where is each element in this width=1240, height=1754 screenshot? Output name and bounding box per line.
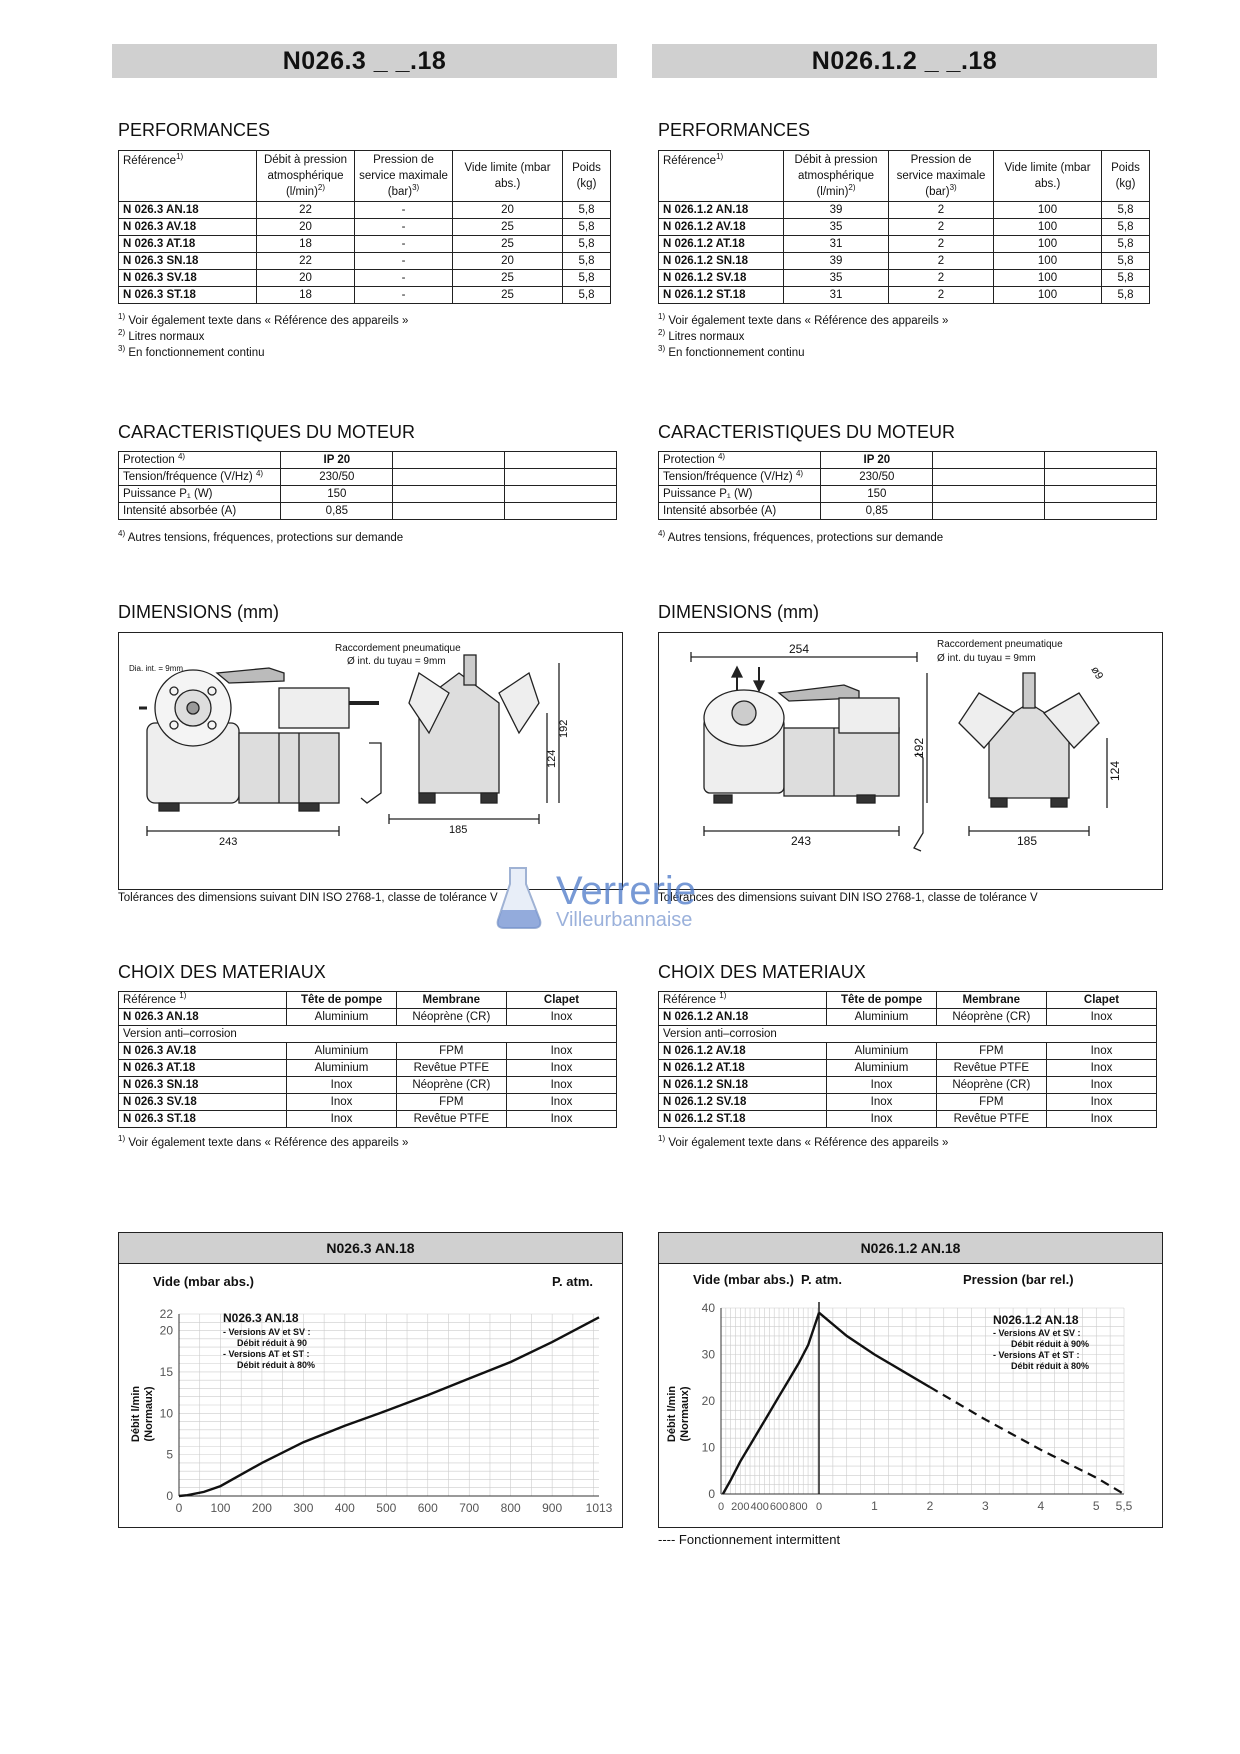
table-row: N 026.1.2 SV.18 35 2 100 5,8 — [659, 270, 1150, 287]
col-reference: Référence $^{1)}$ — [659, 992, 827, 1009]
x-tick-label: 0 — [717, 1501, 725, 1513]
label-connection: Raccordement pneumatique — [335, 643, 461, 654]
x-axis-label-right: Pression (bar rel.) — [963, 1272, 1074, 1287]
y-tick-label: 15 — [159, 1364, 173, 1379]
col-debit: Débit à pression atmosphérique $(l/\min)^{2)}$ — [257, 151, 355, 202]
table-row: Puissance P₁ (W) 150 — [659, 486, 1157, 503]
legend-title: N026.1.2 AN.18 — [993, 1313, 1079, 1327]
col-poids: Poids (kg) — [563, 151, 611, 202]
y-tick-label: 10 — [701, 1440, 715, 1455]
legend-line: Débit réduit à 80% — [1011, 1361, 1090, 1371]
label-hose: Ø int. du tuyau = 9mm — [347, 656, 446, 667]
table-row: N 026.3 AN.18 22 - 20 5,8 — [119, 202, 611, 219]
x-tick-label: 600 — [769, 1501, 789, 1513]
x-tick-label: 400 — [334, 1501, 355, 1515]
table-row: Tension/fréquence (V/Hz) $^{4)}$ 230/50 — [119, 469, 617, 486]
table-row: N 026.1.2 SV.18 Inox FPM Inox — [659, 1094, 1157, 1111]
y-axis-label: Débit l/min(Normaux) — [130, 1385, 155, 1443]
label-hose: Ø int. du tuyau = 9mm — [937, 653, 1036, 664]
motor-table — [118, 451, 617, 520]
col-vide: Vide limite (mbar abs.) — [994, 151, 1102, 202]
col-reference: Référence $^{1)}$ — [119, 992, 287, 1009]
motor-title: CARACTERISTIQUES DU MOTEUR — [118, 422, 416, 442]
x-tick-label: 0 — [815, 1501, 823, 1513]
table-row: N 026.1.2 ST.18 Inox Revêtue PTFE Inox — [659, 1111, 1157, 1128]
x-tick-label: 3 — [982, 1499, 989, 1513]
table-row: N 026.1.2 AV.18 35 2 100 5,8 — [659, 219, 1150, 236]
x-tick-label: 400 — [750, 1501, 769, 1513]
table-row-section: Version anti–corrosion — [119, 1026, 617, 1043]
col-debit: Débit à pression atmosphérique $(l/\min)^{2)}$ — [784, 151, 889, 202]
model-header: N026.1.2 _ _.18 — [652, 44, 1157, 78]
y-tick-label: 30 — [701, 1347, 715, 1362]
chart-title: N026.1.2 AN.18 — [659, 1233, 1162, 1264]
dim-192: 192 — [912, 737, 926, 758]
dim-192: 192 — [558, 719, 570, 738]
motor-note: $^{4)}$ Autres tensions, fréquences, protections sur demande — [118, 529, 404, 544]
table-row: Intensité absorbée (A) 0,85 — [659, 503, 1157, 520]
intermittent-note: ---- Fonctionnement intermittent — [658, 1532, 841, 1547]
table-row: N 026.1.2 SN.18 39 2 100 5,8 — [659, 253, 1150, 270]
x-tick-label: 1 — [871, 1499, 878, 1513]
performances-title: PERFORMANCES — [658, 120, 811, 140]
dim-254: 254 — [789, 642, 810, 656]
chart-left — [118, 1232, 623, 1528]
col-reference: Référence$^{1)}$ — [659, 151, 784, 202]
motor-title: CARACTERISTIQUES DU MOTEUR — [658, 422, 956, 442]
label-connection: Raccordement pneumatique — [937, 639, 1063, 650]
y-tick-label: 22 — [159, 1307, 173, 1321]
dim-243: 243 — [791, 834, 812, 848]
x-tick-label: 100 — [210, 1501, 231, 1515]
y-tick-label: 40 — [701, 1301, 715, 1315]
table-row: N 026.1.2 AT.18 31 2 100 5,8 — [659, 236, 1150, 253]
tolerance-note: Tolérances des dimensions suivant DIN ISO 2768-1, classe de tolérance V — [118, 892, 498, 904]
dim-9: ø9 — [1088, 664, 1106, 682]
x-tick-label: 500 — [376, 1501, 397, 1515]
table-row: N 026.3 SV.18 20 - 25 5,8 — [119, 270, 611, 287]
y-axis-label: Débit l/min(Normaux) — [666, 1385, 691, 1443]
performances-title: PERFORMANCES — [118, 120, 271, 140]
table-row: N 026.3 AT.18 18 - 25 5,8 — [119, 236, 611, 253]
watermark-logo — [496, 862, 746, 932]
col-clapet: Clapet — [1046, 992, 1156, 1009]
performances-table — [118, 150, 611, 304]
table-row: N 026.3 ST.18 Inox Revêtue PTFE Inox — [119, 1111, 617, 1128]
materials-note: $^{1)}$ Voir également texte dans « Référence des appareils » — [118, 1134, 409, 1149]
table-row: N 026.1.2 SN.18 Inox Néoprène (CR) Inox — [659, 1077, 1157, 1094]
performances-notes: $^{1)}$ Voir également texte dans « Référence des appareils » $^{2)}$ Litres normaux $^{3)}$ En fonctionnement continu — [118, 312, 409, 359]
table-row: Tension/fréquence (V/Hz) $^{4)}$ 230/50 — [659, 469, 1157, 486]
x-axis-label-right: P. atm. — [552, 1274, 593, 1289]
y-tick-label: 0 — [166, 1489, 173, 1503]
watermark-title: Verrerie — [556, 869, 697, 913]
legend-line: - Versions AV et SV : — [993, 1328, 1081, 1338]
table-row: N 026.3 AT.18 Aluminium Revêtue PTFE Inox — [119, 1060, 617, 1077]
dimensions-title: DIMENSIONS (mm) — [118, 602, 279, 622]
x-tick-label: 300 — [293, 1501, 314, 1515]
legend-line: Débit réduit à 90 — [237, 1338, 308, 1348]
table-row: N 026.1.2 AV.18 Aluminium FPM Inox — [659, 1043, 1157, 1060]
table-row: N 026.1.2 AN.18 39 2 100 5,8 — [659, 202, 1150, 219]
col-tete: Tête de pompe — [827, 992, 936, 1009]
table-row: Protection $^{4)}$ IP 20 — [659, 452, 1157, 469]
col-pression: Pression de service maximale (bar)$^{3)}$ — [355, 151, 453, 202]
tolerance-note: Tolérances des dimensions suivant DIN ISO 2768-1, classe de tolérance V — [658, 892, 1038, 904]
materials-title: CHOIX DES MATERIAUX — [118, 962, 326, 982]
x-tick-label: 1013 — [585, 1501, 613, 1515]
x-tick-label: 200 — [251, 1501, 272, 1515]
col-membrane: Membrane — [936, 992, 1046, 1009]
legend-line: - Versions AT et ST : — [223, 1349, 310, 1359]
label-dia: Dia. int. = 9mm — [129, 664, 184, 673]
table-row: Intensité absorbée (A) 0,85 — [119, 503, 617, 520]
table-row: N 026.3 AV.18 20 - 25 5,8 — [119, 219, 611, 236]
table-row: N 026.1.2 AN.18 Aluminium Néoprène (CR) Inox — [659, 1009, 1157, 1026]
materials-table — [658, 991, 1157, 1128]
table-row: N 026.3 ST.18 18 - 25 5,8 — [119, 287, 611, 304]
motor-table — [658, 451, 1157, 520]
y-tick-label: 20 — [159, 1323, 173, 1338]
dim-185: 185 — [449, 824, 468, 836]
x-tick-label: 900 — [542, 1501, 563, 1515]
x-tick-label: 700 — [459, 1501, 480, 1515]
x-tick-label: 4 — [1037, 1499, 1045, 1513]
y-tick-label: 5 — [166, 1447, 173, 1462]
col-poids: Poids (kg) — [1102, 151, 1150, 202]
y-tick-label: 10 — [159, 1406, 173, 1421]
dim-124: 124 — [1108, 760, 1122, 781]
x-tick-label: 800 — [500, 1501, 521, 1515]
table-row: Puissance P₁ (W) 150 — [119, 486, 617, 503]
dimension-drawing — [118, 632, 623, 890]
col-vide: Vide limite (mbar abs.) — [453, 151, 563, 202]
model-header: N026.3 _ _.18 — [112, 44, 617, 78]
x-axis-label: Vide (mbar abs.) — [153, 1274, 254, 1289]
table-row: N 026.3 SN.18 Inox Néoprène (CR) Inox — [119, 1077, 617, 1094]
pump-drawing — [659, 633, 1162, 889]
x-tick-label: 5 — [1092, 1499, 1100, 1513]
col-pression: Pression de service maximale (bar)$^{3)}$ — [889, 151, 994, 202]
chart-title: N026.3 AN.18 — [119, 1233, 622, 1264]
table-row: N 026.1.2 ST.18 31 2 100 5,8 — [659, 287, 1150, 304]
materials-title: CHOIX DES MATERIAUX — [658, 962, 866, 982]
motor-note: $^{4)}$ Autres tensions, fréquences, protections sur demande — [658, 529, 944, 544]
x-axis-label: Vide (mbar abs.) — [693, 1272, 794, 1287]
col-tete: Tête de pompe — [287, 992, 396, 1009]
materials-table — [118, 991, 617, 1128]
y-tick-label: 20 — [701, 1394, 715, 1408]
chart-right — [658, 1232, 1163, 1528]
col-clapet: Clapet — [506, 992, 616, 1009]
x-tick-label: 200 — [731, 1501, 750, 1513]
legend-line: Débit réduit à 90% — [1011, 1339, 1090, 1349]
col-membrane: Membrane — [396, 992, 506, 1009]
table-row: N 026.3 AV.18 Aluminium FPM Inox — [119, 1043, 617, 1060]
watermark-subtitle: Villeurbannaise — [556, 909, 693, 931]
performances-table — [658, 150, 1150, 304]
materials-note: $^{1)}$ Voir également texte dans « Référence des appareils » — [658, 1134, 949, 1149]
x-axis-label-mid: P. atm. — [801, 1272, 842, 1287]
x-tick-label: 2 — [926, 1499, 934, 1513]
table-row-section: Version anti–corrosion — [659, 1026, 1157, 1043]
dim-185: 185 — [1017, 834, 1038, 848]
table-row: N 026.3 SN.18 22 - 20 5,8 — [119, 253, 611, 270]
chart-right-svg — [659, 1264, 1162, 1527]
legend-line: - Versions AV et SV : — [223, 1327, 311, 1337]
dim-243: 243 — [219, 836, 238, 848]
legend-title: N026.3 AN.18 — [223, 1311, 299, 1325]
pump-drawing — [119, 633, 622, 889]
x-tick-label: 800 — [789, 1501, 808, 1513]
table-row: N 026.3 SV.18 Inox FPM Inox — [119, 1094, 617, 1111]
y-tick-label: 0 — [708, 1487, 715, 1501]
performances-notes: $^{1)}$ Voir également texte dans « Référence des appareils » $^{2)}$ Litres normaux $^{3)}$ En fonctionnement continu — [658, 312, 949, 359]
chart-left-svg — [119, 1264, 622, 1527]
col-reference: Référence$^{1)}$ — [119, 151, 257, 202]
dim-124: 124 — [546, 749, 558, 768]
table-row: N 026.1.2 AT.18 Aluminium Revêtue PTFE Inox — [659, 1060, 1157, 1077]
x-tick-label: 0 — [175, 1501, 183, 1515]
x-tick-label: 5,5 — [1115, 1499, 1133, 1513]
table-row: N 026.3 AN.18 Aluminium Néoprène (CR) Inox — [119, 1009, 617, 1026]
legend-line: - Versions AT et ST : — [993, 1350, 1080, 1360]
dimension-drawing — [658, 632, 1163, 890]
table-row: Protection $^{4)}$ IP 20 — [119, 452, 617, 469]
series-line — [723, 1313, 819, 1494]
dimensions-title: DIMENSIONS (mm) — [658, 602, 819, 622]
x-tick-label: 600 — [417, 1501, 438, 1515]
legend-line: Débit réduit à 80% — [237, 1360, 316, 1370]
